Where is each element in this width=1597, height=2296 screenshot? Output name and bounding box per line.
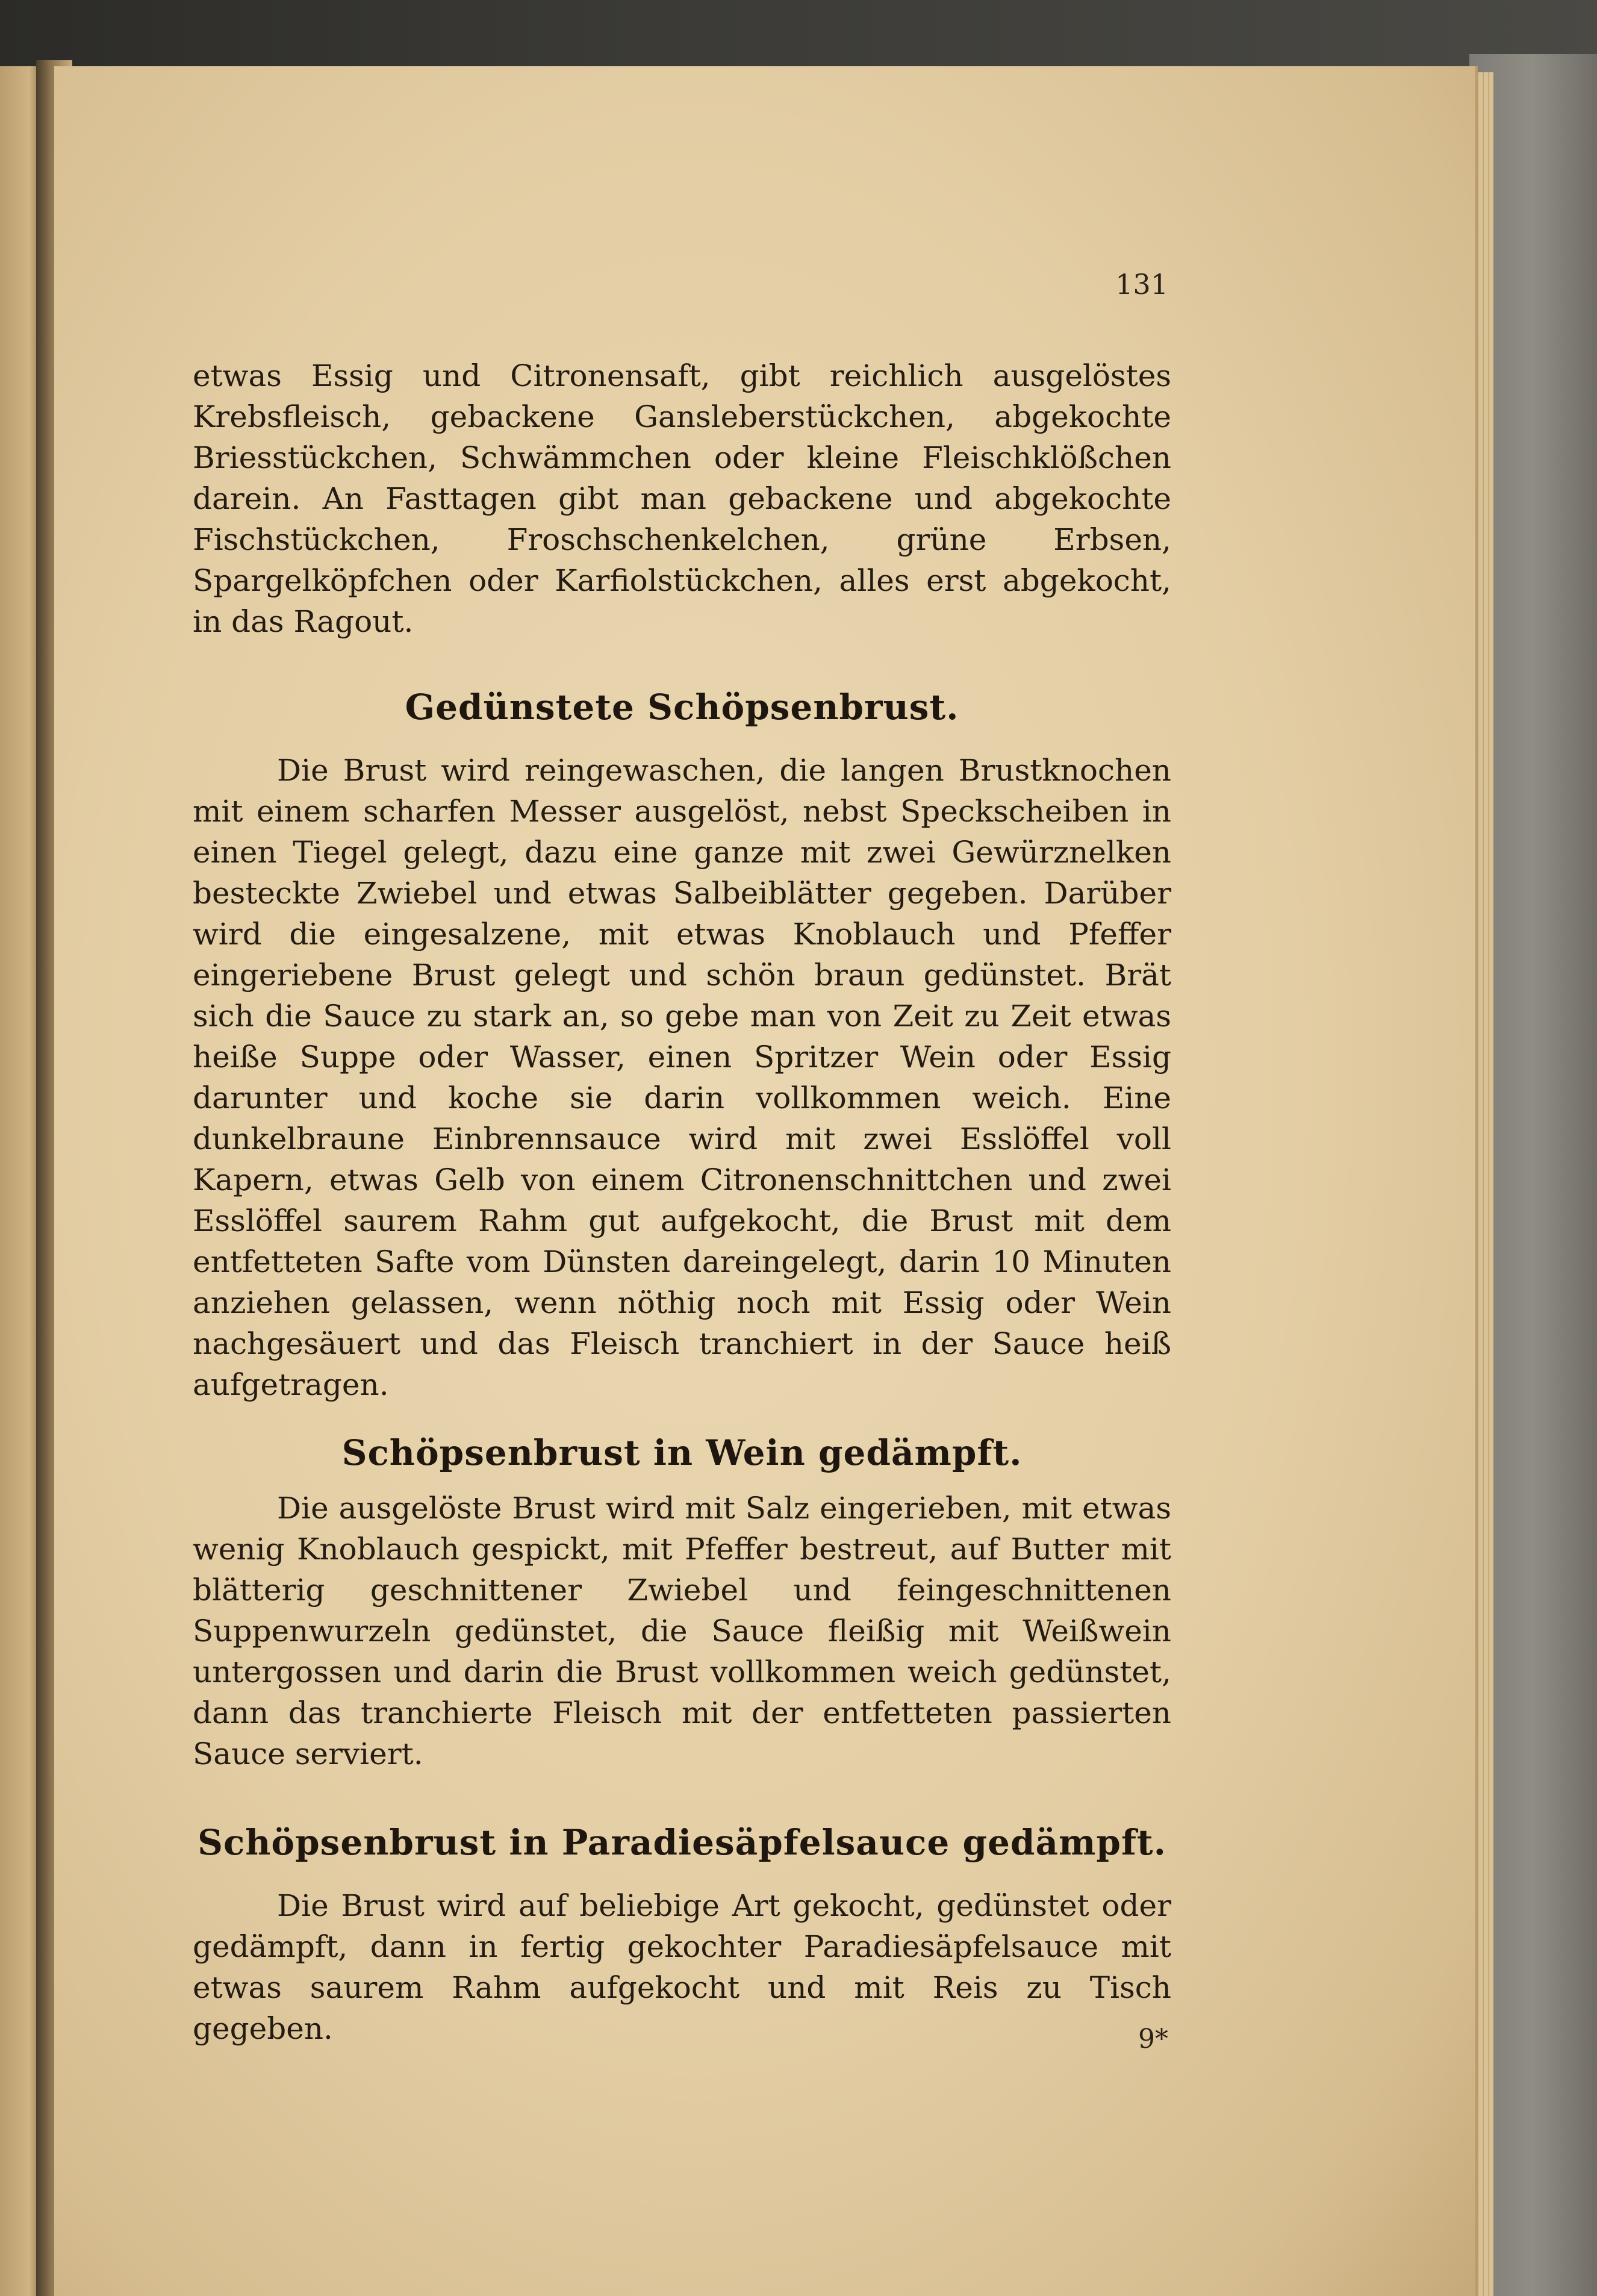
section-body (193, 1885, 1171, 2049)
paragraph-text: Die Brust wird auf beliebige Art gekocht, gedünstet oder gedämpft, dann in fertig gekochter Paradiesäpfelsauce mit etwas saurem Rahm aufgekocht und mit Reis zu Tisch gegeben. (193, 1888, 1171, 2046)
page-number: 131 (1115, 268, 1168, 301)
paragraph-text: Die Brust wird reingewaschen, die langen Brustknochen mit einem scharfen Messer ausgelöst, nebst Speckscheiben in einen Tiegel gelegt, dazu eine ganze mit zwei Gewürznelken besteckte Zwiebel und etwas Salbeiblätter gegeben. Darüber wird die eingesalzene, mit etwas Knoblauch und Pfeffer eingeriebene Brust gelegt und schön braun gedünstet. Brät sich die Sauce zu stark an, so gebe man von Zeit zu Zeit etwas heiße Suppe oder Wasser, einen Spritzer Wein oder Essig darunter und koche sie darin vollkommen weich. Eine dunkelbraune Einbrennsauce wird mit zwei Esslöffel voll Kapern, etwas Gelb von einem Citronenschnittchen und zwei Esslöffel saurem Rahm gut aufgekocht, die Brust mit dem entfetteten Safte vom Dünsten dareingelegt, darin 10 Minuten anziehen gelassen, wenn nöthig noch mit Essig oder Wein nachgesäuert und das Fleisch tranchiert in der Sauce heiß aufgetragen. (193, 753, 1171, 1402)
paragraph-text: etwas Essig und Citronensaft, gibt reichlich ausgelöstes Krebsfleisch, gebackene Gansleberstückchen, abgekochte Briesstückchen, Schwämmchen oder kleine Fleischklößchen darein. An Fasttagen gibt man gebackene und abgekochte Fischstückchen, Froschschenkelchen, grüne Erbsen, Spargelköpfchen oder Karfiolstückchen, alles erst abgekocht, in das Ragout. (193, 358, 1171, 639)
section-heading: Gedünstete Schöpsenbrust. (405, 687, 959, 728)
section-body (193, 1488, 1171, 1774)
paragraph-text: Die ausgelöste Brust wird mit Salz eingerieben, mit etwas wenig Knoblauch gespickt, mit Pfeffer bestreut, auf Butter mit blätterig geschnittener Zwiebel und feingeschnittenen Suppenwurzeln gedünstet, die Sauce fleißig mit Weißwein untergossen und darin die Brust vollkommen weich gedünstet, dann das tranchierte Fleisch mit der entfetteten passierten Sauce serviert. (193, 1491, 1171, 1771)
section-heading: Schöpsenbrust in Paradiesäpfelsauce gedämpft. (198, 1822, 1166, 1863)
signature-mark: 9* (1138, 2024, 1168, 2054)
continuation-paragraph (193, 355, 1171, 642)
section-heading: Schöpsenbrust in Wein gedämpft. (341, 1432, 1023, 1473)
section-body (193, 750, 1171, 1405)
